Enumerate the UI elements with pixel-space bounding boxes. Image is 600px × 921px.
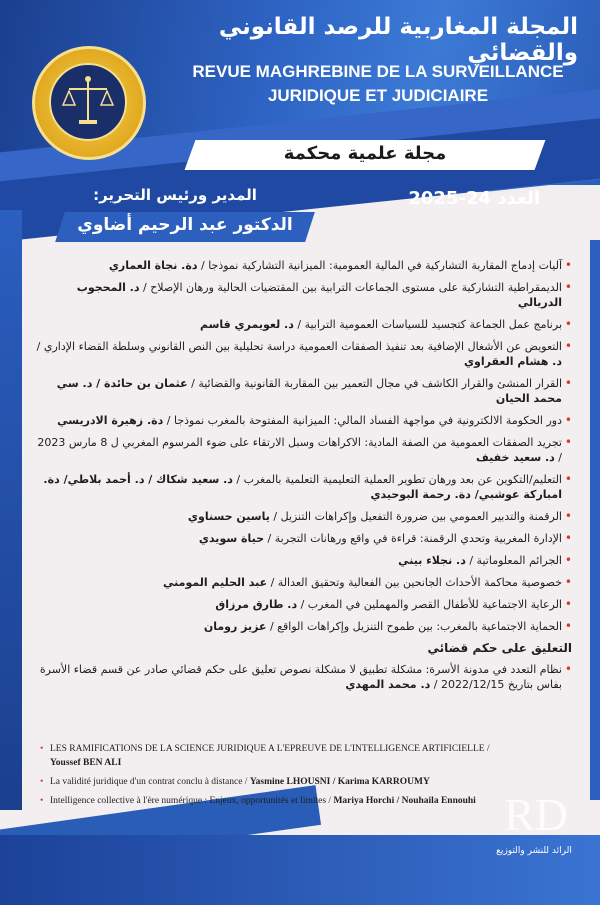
- journal-emblem: [32, 46, 146, 160]
- journal-title-arabic: المجلة المغاربية للرصد القانوني والقضائي: [218, 14, 578, 66]
- toc-item-french: • La validité juridique d'un contrat conclu à distance / Yasmine LHOUSNI / Karima KARROUMY: [40, 775, 500, 789]
- publisher-name: الرائد للنشر والتوزيع: [496, 846, 572, 856]
- toc-item: • برنامج عمل الجماعة كتجسيد للسياسات العمومية الترابية / د. لعويمري قاسم: [32, 317, 572, 332]
- toc-item: • الإدارة المغربية وتحدي الرقمنة: قراءة في واقع ورهانات التجربة / حياة سويدي: [32, 531, 572, 546]
- toc-item: • التعويض عن الأشغال الإضافية بعد تنفيذ الصفقات العمومية دراسة تحليلية بين النص القانوني وسلطة القضاء الإداري / د. هشام العقراوي: [32, 339, 572, 369]
- left-stripe: [0, 210, 22, 810]
- journal-subtitle: مجلة علمية محكمة: [283, 143, 447, 164]
- journal-title-french-line2: JURIDIQUE ET JUDICIAIRE: [267, 86, 489, 105]
- toc-item: • القرار المنشئ والقرار الكاشف في مجال التعمير بين المقاربة القانونية والقضائية / عثمان بن حائدة / د. سي محمد الحيان: [32, 376, 572, 406]
- director-label: المدير ورئيس التحرير:: [93, 186, 257, 204]
- right-stripe: [590, 240, 600, 800]
- toc-item-french: • Intelligence collective à l'ère numérique : Enjeux, opportunités et limites / Mariya Horchi / Nouhaila Ennouhi: [40, 794, 500, 808]
- toc-item: • تجريد الصفقات العمومية من الصفة المادية: الاكراهات وسبل الارتقاء على ضوء المرسوم المغربي ل 8 مارس 2023 / د. سعيد خفيف: [32, 435, 572, 465]
- table-of-contents-french: [40, 742, 500, 813]
- issue-number: العدد 24-2025: [408, 188, 540, 209]
- toc-item: • الرعاية الاجتماعية للأطفال القصر والمهملين في المغرب / د. طارق مرزاق: [32, 597, 572, 612]
- toc-item: • الحماية الاجتماعية بالمغرب: بين طموح التنزيل وإكراهات الواقع / عزيز رومان: [32, 619, 572, 634]
- toc-item: • الديمقراطية التشاركية على مستوى الجماعات الترابية بين المقتضيات الحالية ورهان الإصلاح / د. المحجوب الدريالي: [32, 280, 572, 310]
- toc-item: • خصوصية محاكمة الأحداث الجانحين بين الفعالية وتحقيق العدالة / عبد الحليم المومني: [32, 575, 572, 590]
- director-name: الدكتور عبد الرحيم أضاوي: [77, 215, 293, 235]
- toc-item: • دور الحكومة الالكترونية في مواجهة الفساد المالي: الميزانية المفتوحة بالمغرب نموذجا / دة. زهيرة الادريسي: [32, 413, 572, 428]
- toc-item: • الجرائم المعلوماتية / د. نجلاء بيني: [32, 553, 572, 568]
- section-heading: التعليق على حكم قضائي: [427, 641, 572, 655]
- table-of-contents-arabic: [32, 258, 572, 699]
- toc-item: • آليات إدماج المقاربة التشاركية في المالية العمومية: الميزانية التشاركية نموذجا / دة. نجاة العماري: [32, 258, 572, 273]
- scales-of-justice-icon: [51, 65, 125, 139]
- journal-title-french-line1: REVUE MAGHREBINE DE LA SURVEILLANCE: [192, 62, 564, 81]
- toc-item: • نظام التعدد في مدونة الأسرة: مشكلة تطبيق لا مشكلة نصوص تعليق على حكم قضائي صادر عن قسم قضاء الأسرة بفاس بتاريخ 2022/12/15 / د. محمد المهدي: [32, 662, 572, 692]
- toc-item: • التعليم/التكوين عن بعد ورهان تطوير العملية التعليمية التعلمية بالمغرب / د. سعيد شكاك / د. أحمد بلاطي/ دة. امباركة عوشبي/ دة. رحمة البوحيدي: [32, 472, 572, 502]
- toc-item-french: • LES RAMIFICATIONS DE LA SCIENCE JURIDIQUE A L'EPREUVE DE L'INTELLIGENCE ARTIFICIELLE / Youssef BEN ALI: [40, 742, 500, 770]
- toc-item: • الرقمنة والتدبير العمومي بين ضرورة التفعيل وإكراهات التنزيل / ياسين حسناوي: [32, 509, 572, 524]
- publisher-logo: RD: [504, 789, 568, 840]
